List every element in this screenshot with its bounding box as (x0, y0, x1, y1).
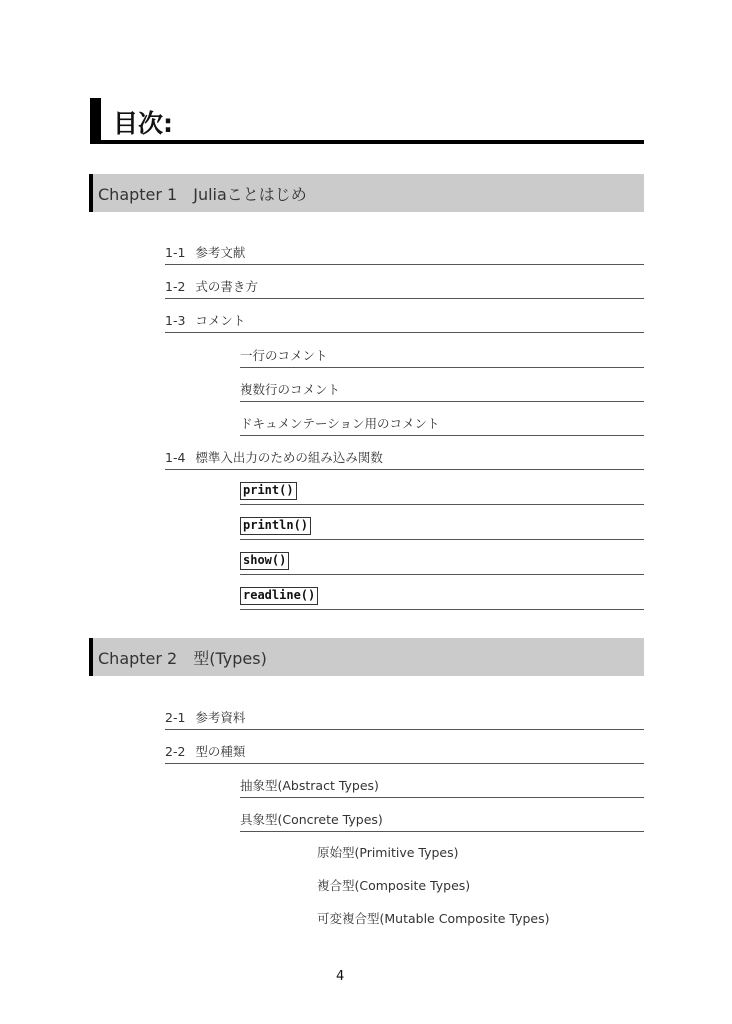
toc-entry[interactable]: 原始型(Primitive Types) (317, 845, 459, 860)
toc-entry[interactable] (165, 442, 644, 470)
toc-heading (90, 98, 644, 144)
entry-number: 2-1 (165, 710, 186, 725)
toc-entry[interactable] (240, 477, 644, 505)
entry-text: コメント (195, 313, 246, 328)
entry-code: readline() (240, 587, 318, 605)
chapter-1-heading[interactable] (89, 174, 644, 212)
entry-text: 参考文献 (195, 245, 246, 260)
toc-entry[interactable] (165, 702, 644, 730)
toc-entry[interactable] (240, 547, 644, 575)
entry-code: show() (240, 552, 289, 570)
toc-entry[interactable]: 複合型(Composite Types) (317, 878, 471, 893)
entry-text: ドキュメンテーション用のコメント (240, 416, 440, 431)
entry-text: 一行のコメント (240, 348, 328, 363)
entry-text: 式の書き方 (195, 279, 258, 294)
toc-entry[interactable] (240, 582, 644, 610)
entry-number: 1-3 (165, 313, 186, 328)
chapter-label: Chapter 1 Juliaことはじめ (98, 184, 307, 204)
toc-title: 目次: (113, 109, 173, 138)
entry-text: 具象型(Concrete Types) (240, 812, 383, 827)
toc-entry[interactable] (240, 512, 644, 540)
toc-entry[interactable]: 可変複合型(Mutable Composite Types) (317, 911, 550, 926)
toc-entry[interactable] (165, 305, 644, 333)
entry-code: println() (240, 517, 311, 535)
toc-entry[interactable] (240, 770, 644, 798)
entry-number: 1-2 (165, 279, 186, 294)
entry-text: 参考資料 (195, 710, 246, 725)
entry-text: 複数行のコメント (240, 382, 341, 397)
entry-number: 1-4 (165, 450, 186, 465)
toc-entry[interactable] (165, 736, 644, 764)
toc-entry[interactable] (165, 237, 644, 265)
entry-text: 抽象型(Abstract Types) (240, 778, 379, 793)
chapter-label: Chapter 2 型(Types) (98, 648, 267, 668)
entry-text: 型の種類 (195, 744, 246, 759)
entry-text: 標準入出力のための組み込み関数 (195, 450, 383, 465)
entry-code: print() (240, 482, 297, 500)
toc-entry[interactable] (240, 408, 644, 436)
entry-number: 2-2 (165, 744, 186, 759)
toc-entry[interactable] (240, 804, 644, 832)
toc-entry[interactable] (240, 374, 644, 402)
chapter-2-heading[interactable] (89, 638, 644, 676)
page-number: 4 (336, 969, 345, 984)
toc-entry[interactable] (240, 340, 644, 368)
toc-entry[interactable] (165, 271, 644, 299)
entry-number: 1-1 (165, 245, 186, 260)
